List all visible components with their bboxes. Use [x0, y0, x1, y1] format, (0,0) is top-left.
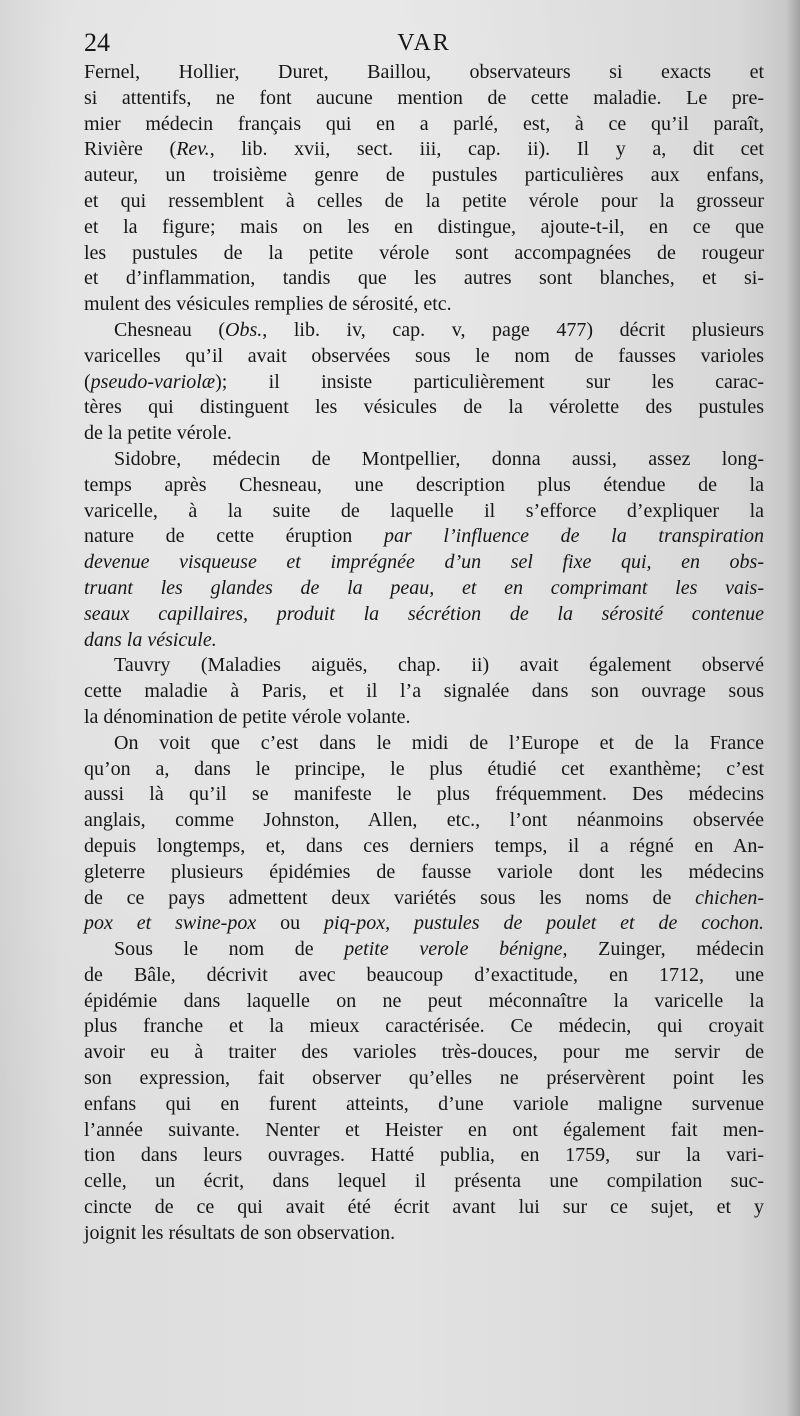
text-segment: , lib. iv, cap. v, page 477) décrit plusieurs [262, 318, 764, 341]
text-line [84, 860, 764, 886]
text-line [84, 189, 764, 215]
text-segment: mier médecin français qui en a parlé, est, à ce qu’il paraît, [84, 112, 764, 135]
text-segment: ou [256, 912, 325, 935]
text-segment: , lib. xvii, sect. iii, cap. ii). Il y a, dit cet [209, 138, 764, 161]
text-segment: qu’on a, dans le principe, le plus étudié cet exanthème; c’est [84, 757, 764, 780]
text-line [84, 1066, 764, 1092]
text-segment: On voit que c’est dans le midi de l’Europe et de la France [114, 731, 764, 754]
text-line [84, 524, 764, 550]
text-line [84, 395, 764, 421]
text-segment: de ce pays admettent deux variétés sous les noms de [84, 886, 696, 909]
text-segment: plus franche et la mieux caractérisée. Ce médecin, qui croyait [84, 1015, 764, 1038]
italic-text-segment: seaux capillaires, produit la sécrétion de la sérosité contenue [84, 602, 764, 625]
text-line [84, 344, 764, 370]
text-line [84, 911, 764, 937]
text-segment: , Zuinger, médecin [562, 938, 764, 961]
text-line [84, 628, 764, 654]
text-line [84, 1195, 764, 1221]
text-line [84, 370, 764, 396]
text-line [84, 886, 764, 912]
italic-text-segment: Rev. [176, 138, 210, 161]
text-line [84, 550, 764, 576]
body-text [84, 60, 764, 1247]
italic-text-segment: dans la vésicule. [84, 628, 217, 651]
text-segment: ( [84, 370, 91, 393]
italic-text-segment: par l’influence de la transpiration [383, 525, 764, 548]
text-line [84, 1092, 764, 1118]
text-line [84, 1014, 764, 1040]
text-segment: nature de cette éruption [84, 525, 384, 548]
text-line [84, 937, 764, 963]
text-segment: depuis longtemps, et, dans ces derniers temps, il a régné en An- [84, 834, 764, 857]
text-line [84, 163, 764, 189]
text-segment: les pustules de la petite vérole sont accompagnées de rougeur [84, 241, 764, 264]
italic-text-segment: Obs. [225, 318, 263, 341]
text-line [84, 86, 764, 112]
text-line [84, 705, 764, 731]
text-line [84, 215, 764, 241]
text-line [84, 292, 764, 318]
text-segment: avoir eu à traiter des varioles très-douces, pour me servir de [84, 1041, 764, 1064]
text-line [84, 808, 764, 834]
text-line [84, 576, 764, 602]
text-segment: cincte de ce qui avait été écrit avant lui sur ce sujet, et y [84, 1196, 764, 1219]
text-segment: Fernel, Hollier, Duret, Baillou, observateurs si exacts et [84, 61, 764, 83]
italic-text-segment: pox et swine-pox [84, 912, 257, 935]
text-line [84, 318, 764, 344]
text-line [84, 834, 764, 860]
text-line [84, 757, 764, 783]
text-line [84, 679, 764, 705]
text-line [84, 499, 764, 525]
running-head: VAR [397, 30, 451, 56]
text-line [84, 1143, 764, 1169]
text-segment: cette maladie à Paris, et il l’a signalée dans son ouvrage sous [84, 680, 764, 703]
text-segment: temps après Chesneau, une description plus étendue de la [84, 473, 764, 496]
text-segment: si attentifs, ne font aucune mention de cette maladie. Le pre- [84, 86, 764, 109]
text-line [84, 60, 764, 86]
text-segment: Rivière ( [84, 138, 177, 161]
text-segment: son expression, fait observer qu’elles ne préservèrent point les [84, 1067, 764, 1090]
italic-text-segment: petite verole bénigne [344, 938, 563, 961]
text-line [84, 421, 764, 447]
text-line [84, 137, 764, 163]
italic-text-segment: piq-pox, pustules de poulet et de cochon. [324, 912, 765, 935]
italic-text-segment: truant les glandes de la peau, et en comprimant les vais- [84, 576, 764, 599]
text-segment: et qui ressemblent à celles de la petite vérole pour la grosseur [84, 189, 764, 212]
text-segment: varicelle, à la suite de laquelle il s’efforce d’expliquer la [84, 499, 764, 522]
text-segment: joignit les résultats de son observation. [84, 1221, 396, 1244]
text-segment: Sous le nom de [114, 938, 345, 961]
text-segment: ); il insiste particulièrement sur les carac- [215, 370, 764, 393]
text-line [84, 241, 764, 267]
text-segment: Chesneau ( [114, 318, 226, 341]
text-line [84, 782, 764, 808]
text-line [84, 989, 764, 1015]
text-line [84, 447, 764, 473]
text-line [84, 473, 764, 499]
text-segment: anglais, comme Johnston, Allen, etc., l’ont néanmoins observée [84, 809, 764, 832]
page-number: 24 [84, 28, 110, 57]
page-header [84, 28, 764, 62]
text-line [84, 1169, 764, 1195]
text-segment: gleterre plusieurs épidémies de fausse variole dont les médecins [84, 860, 764, 883]
text-segment: et d’inflammation, tandis que les autres sont blanches, et si- [84, 267, 764, 290]
italic-text-segment: pseudo-variolæ [90, 370, 216, 393]
text-segment: et la figure; mais on les en distingue, ajoute-t-il, en ce que [84, 215, 764, 238]
text-segment: de la petite vérole. [84, 422, 232, 445]
text-segment: l’année suivante. Nenter et Heister en ont également fait men- [84, 1118, 764, 1141]
text-line [84, 602, 764, 628]
page-gutter-shadow [786, 0, 800, 1416]
text-segment: tion dans leurs ouvrages. Hatté publia, en 1759, sur la vari- [84, 1144, 764, 1167]
text-line [84, 963, 764, 989]
text-line [84, 266, 764, 292]
text-segment: aussi là qu’il se manifeste le plus fréquemment. Des médecins [84, 783, 764, 806]
text-line [84, 1118, 764, 1144]
text-segment: mulent des vésicules remplies de sérosité, etc. [84, 293, 452, 316]
text-segment: tères qui distinguent les vésicules de la vérolette des pustules [84, 396, 764, 419]
text-segment: épidémie dans laquelle on ne peut méconnaître la varicelle la [84, 989, 764, 1012]
text-segment: Sidobre, médecin de Montpellier, donna aussi, assez long- [114, 447, 764, 470]
text-segment: la dénomination de petite vérole volante. [84, 705, 411, 728]
text-segment: varicelles qu’il avait observées sous le nom de fausses varioles [84, 344, 764, 367]
text-segment: celle, un écrit, dans lequel il présenta une compilation suc- [84, 1170, 764, 1193]
text-line [84, 1040, 764, 1066]
text-line [84, 1221, 764, 1247]
text-segment: de Bâle, décrivit avec beaucoup d’exactitude, en 1712, une [84, 963, 764, 986]
text-line [84, 731, 764, 757]
text-line [84, 112, 764, 138]
text-segment: auteur, un troisième genre de pustules particulières aux enfans, [84, 164, 764, 187]
italic-text-segment: devenue visqueuse et imprégnée d’un sel fixe qui, en obs- [84, 551, 764, 574]
italic-text-segment: chichen- [695, 886, 764, 909]
text-line [84, 653, 764, 679]
text-segment: enfans qui en furent atteints, d’une variole maligne survenue [84, 1092, 764, 1115]
text-segment: Tauvry (Maladies aiguës, chap. ii) avait également observé [114, 654, 764, 677]
